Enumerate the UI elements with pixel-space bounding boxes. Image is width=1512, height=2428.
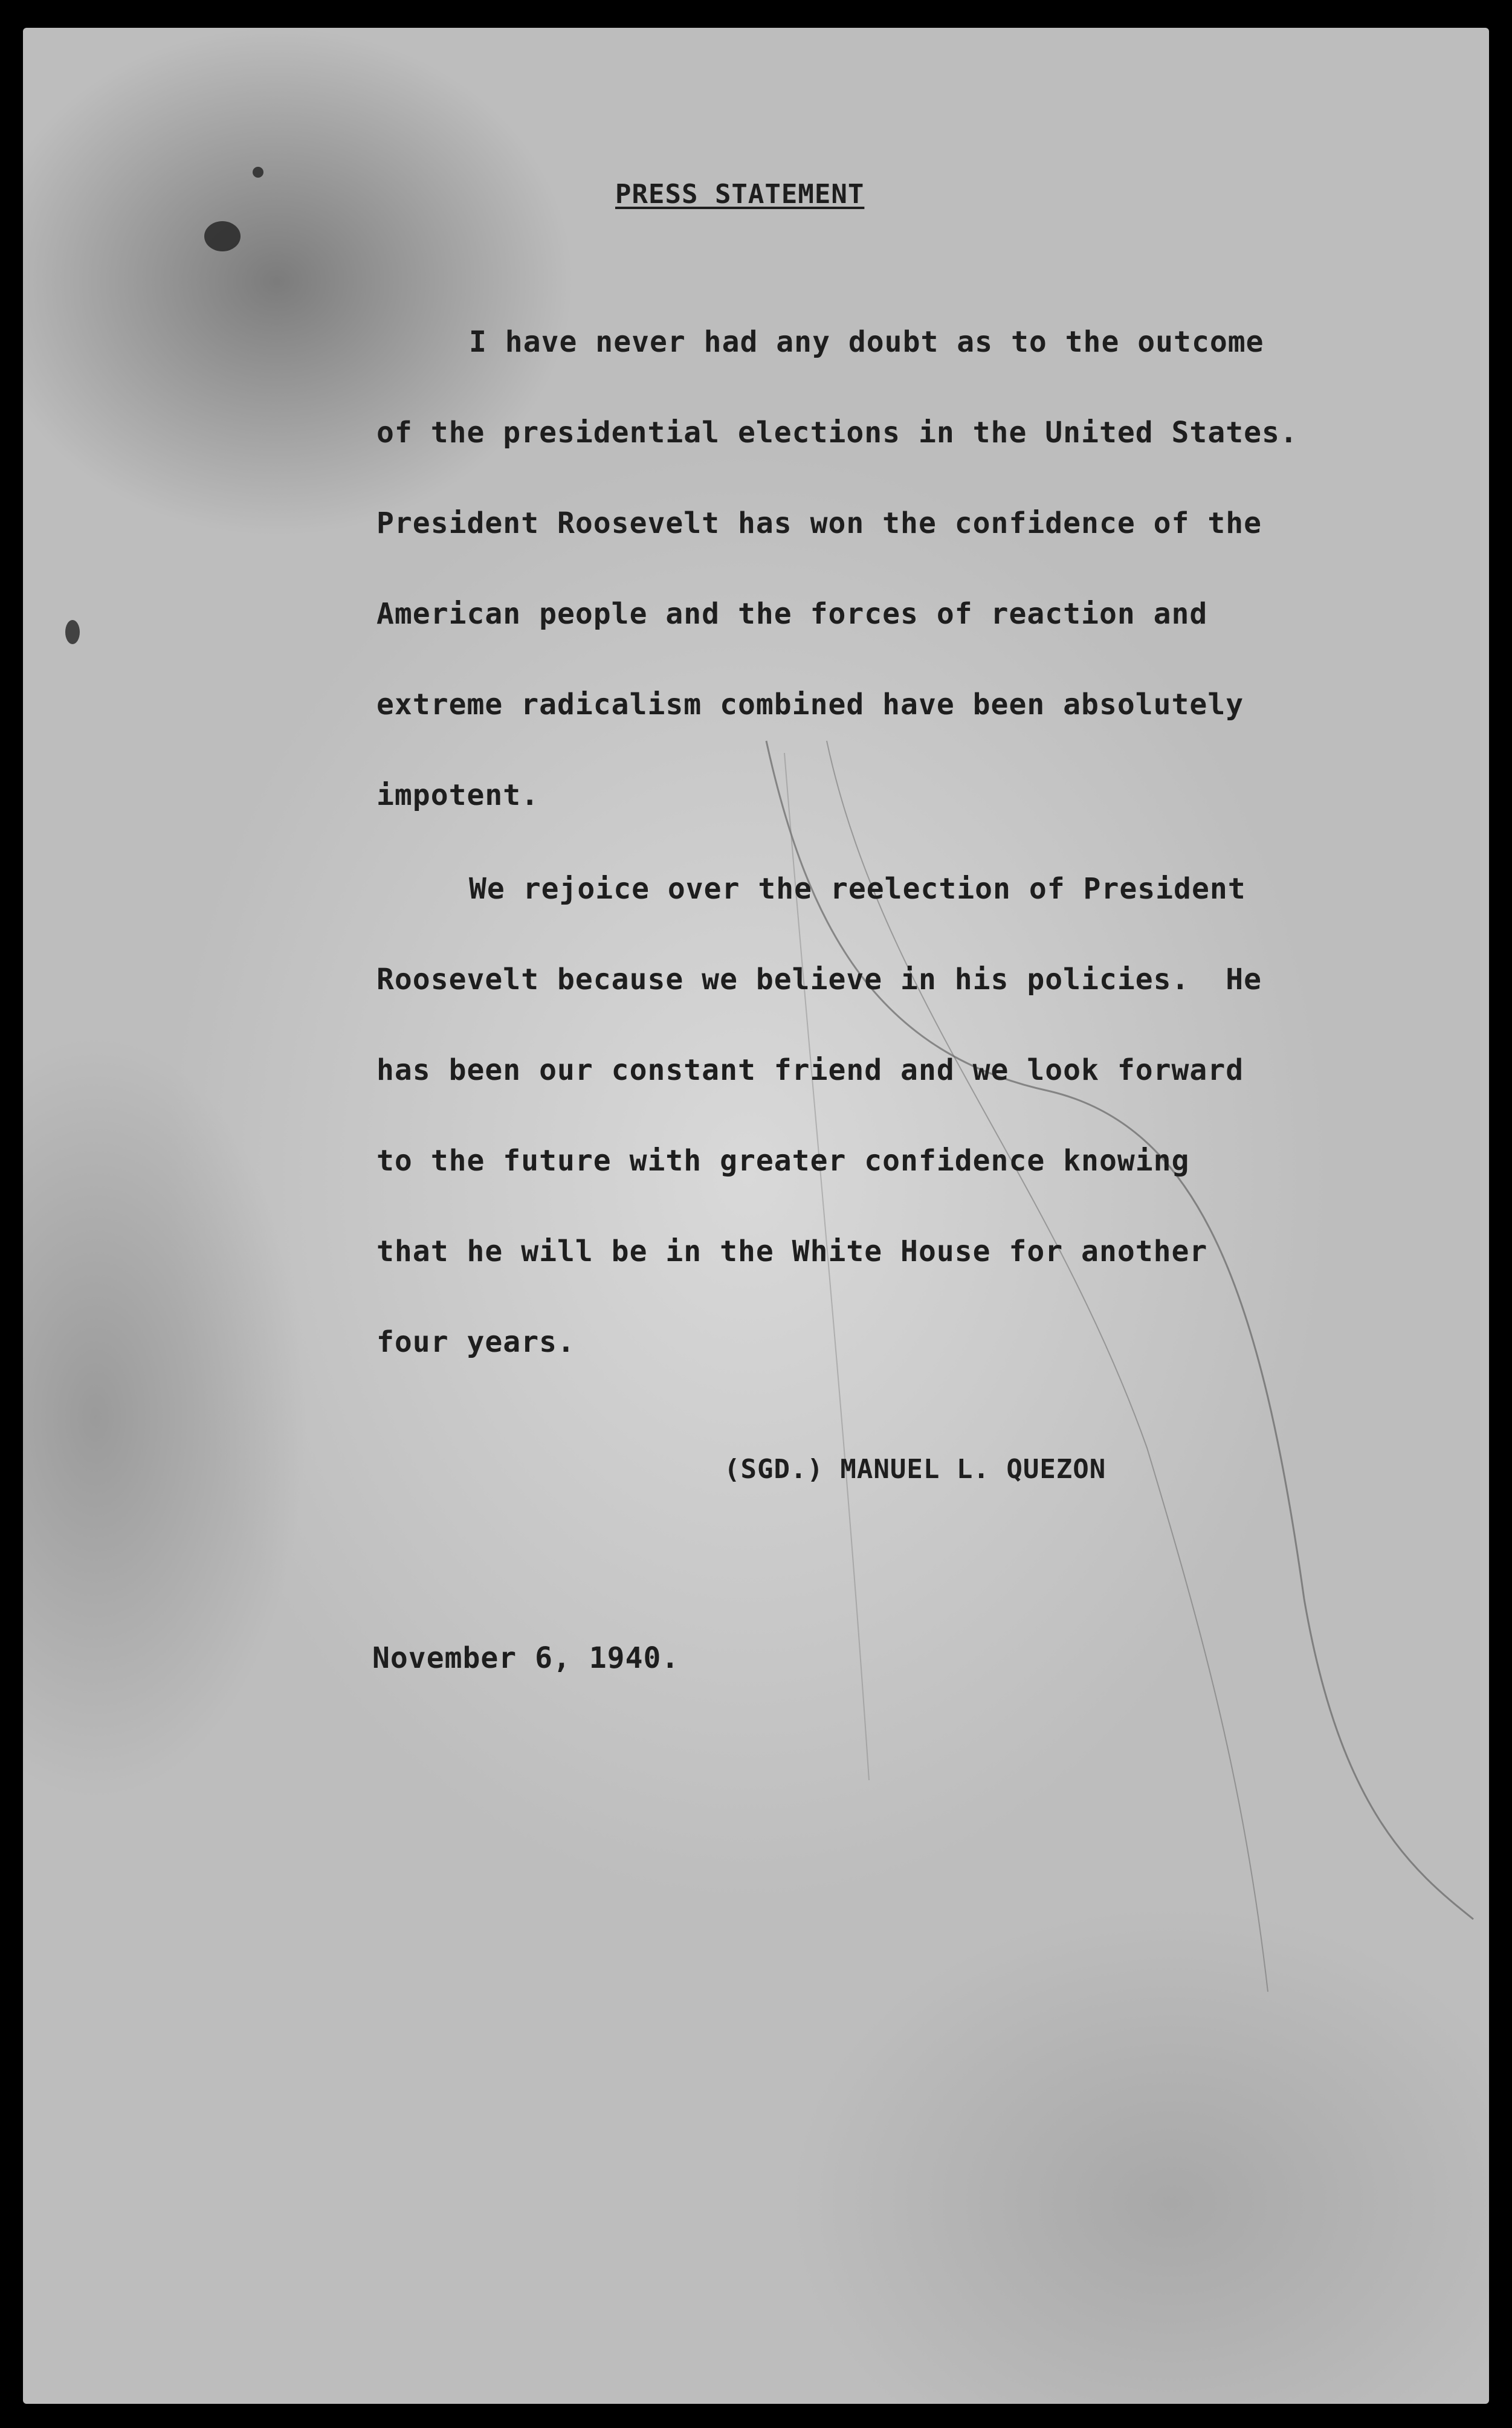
paragraph-2-line: We rejoice over the reelection of President <box>469 872 1246 906</box>
paragraph-1-line: American people and the forces of reaction and <box>376 597 1208 631</box>
paragraph-2-line: that he will be in the White House for another <box>376 1235 1208 1268</box>
paragraph-1-line: President Roosevelt has won the confidence of the <box>376 506 1262 540</box>
paragraph-2-line: to the future with greater confidence knowing <box>376 1144 1190 1178</box>
paragraph-2-line: has been our constant friend and we look forward <box>376 1053 1244 1087</box>
document-page <box>23 28 1489 2404</box>
document-date: November 6, 1940. <box>372 1641 680 1675</box>
paragraph-1-line: extreme radicalism combined have been absolutely <box>376 688 1244 722</box>
paragraph-2-line: Roosevelt because we believe in his policies. He <box>376 963 1262 996</box>
signature-line: (SGD.) MANUEL L. QUEZON <box>724 1454 1107 1485</box>
paragraph-1-line: impotent. <box>376 778 540 812</box>
paragraph-1-line: I have never had any doubt as to the outcome <box>469 325 1264 359</box>
paragraph-2-line: four years. <box>376 1325 575 1359</box>
page-title: PRESS STATEMENT <box>615 179 865 210</box>
paper-crease-lines <box>23 28 1489 2404</box>
paragraph-1-line: of the presidential elections in the United States. <box>376 416 1298 450</box>
